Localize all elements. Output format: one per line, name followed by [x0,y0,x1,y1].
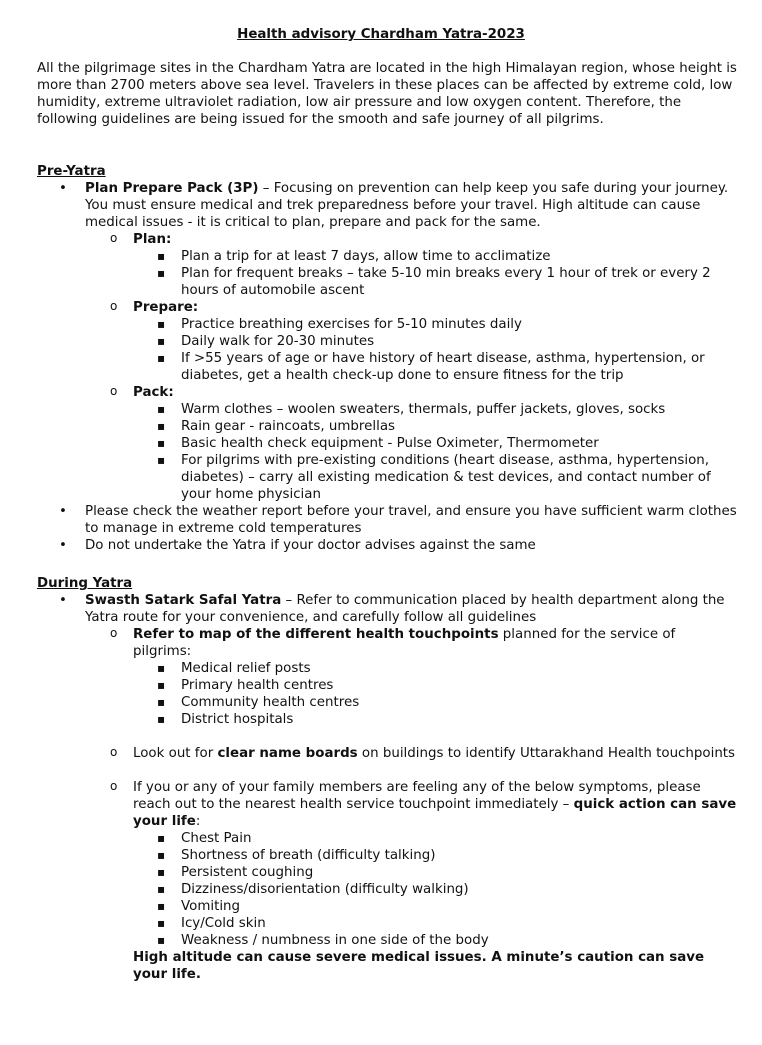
during-yatra-heading: During Yatra [37,576,133,591]
symptoms-list [133,830,737,949]
list-item: ▪ Medical relief posts [133,660,737,677]
swasth-label: Swasth Satark Safal Yatra [85,593,282,608]
touchpoint-list [133,660,737,728]
swasth-sublist [85,626,737,983]
list-item: ▪ For pilgrims with pre-existing conditions (heart disease, asthma, hypertension, diabetes) – carry all existing medication & test devices, and contact number of your home physician [133,452,737,503]
pack-label: Pack: [133,385,174,400]
list-item: ▪ If >55 years of age or have history of heart disease, asthma, hypertension, or diabetes, get a health check-up done to ensure fitness for the trip [133,350,737,384]
list-item: ▪ Icy/Cold skin [133,915,737,932]
list-item [37,592,737,983]
list-item: ▪ Primary health centres [133,677,737,694]
plan-item [85,231,737,299]
ppp-label: Plan Prepare Pack (3P) [85,181,259,196]
list-item: ▪ Shortness of breath (difficulty talking) [133,847,737,864]
warning-text: High altitude can cause severe medical issues. A minute’s caution can save your life. [133,950,705,982]
symptoms-label: quick action can save your life [133,797,737,829]
boards-label: clear name boards [217,746,358,761]
list-item: ▪ Chest Pain [133,830,737,847]
ppp-text: – Focusing on prevention can help keep you safe during your journey. You must ensure medical and trek preparedness before your travel. High altitude can cause medical issues - it is critical to plan, prepare and pack for the same. [85,181,729,230]
prepare-list [133,316,737,384]
list-item: ▪ Weakness / numbness in one side of the body [133,932,737,949]
pack-list [133,401,737,503]
map-label: Refer to map of the different health touchpoints [133,627,499,642]
list-item: ▪ District hospitals [133,711,737,728]
list-item: ▪ Vomiting [133,898,737,915]
list-item: ▪ Community health centres [133,694,737,711]
list-item: ▪ Plan for frequent breaks – take 5-10 min breaks every 1 hour of trek or every 2 hours of automobile ascent [133,265,737,299]
plan-label: Plan: [133,232,172,247]
list-item: ▪ Persistent coughing [133,864,737,881]
symptoms-post: : [195,814,201,829]
document-title: Health advisory Chardham Yatra-2023 [237,27,525,42]
intro-paragraph: All the pilgrimage sites in the Chardham Yatra are located in the high Himalayan region, whose height is more than 2700 meters above sea level. Travelers in these places can be affected by extreme cold, low humidity, extreme ultraviolet radiation, low air pressure and low oxygen content. Therefore, the following guidelines are being issued for the smooth and safe journey of all pilgrims. [37,61,737,127]
weather-item: • Please check the weather report before your travel, and ensure you have sufficient warm clothes to manage in extreme cold temperatures [37,503,737,537]
symptoms-item [85,779,737,983]
ppp-sublist [85,231,737,503]
plan-list [133,248,737,299]
boards-post: on buildings to identify Uttarakhand Health touchpoints [357,746,736,761]
list-item: ▪ Basic health check equipment - Pulse Oximeter, Thermometer [133,435,737,452]
symptoms-pre: If you or any of your family members are feeling any of the below symptoms, please reach out to the nearest health service touchpoint immediately – [133,780,701,812]
list-item [37,180,737,503]
map-text: planned for the service of pilgrims: [133,627,676,659]
boards-pre: Look out for [133,746,218,761]
list-item: ▪ Practice breathing exercises for 5-10 minutes daily [133,316,737,333]
doctor-item: • Do not undertake the Yatra if your doctor advises against the same [37,537,737,554]
during-yatra-list [37,592,737,983]
list-item: ▪ Dizziness/disorientation (difficulty walking) [133,881,737,898]
prepare-item [85,299,737,384]
map-item [85,626,737,728]
list-item: ▪ Warm clothes – woolen sweaters, thermals, puffer jackets, gloves, socks [133,401,737,418]
swasth-text: – Refer to communication placed by health department along the Yatra route for your convenience, and carefully follow all guidelines [85,593,725,625]
list-item: ▪ Daily walk for 20-30 minutes [133,333,737,350]
pre-yatra-list [37,180,737,554]
list-item: ▪ Rain gear - raincoats, umbrellas [133,418,737,435]
pre-yatra-heading: Pre-Yatra [37,164,106,179]
boards-item [85,745,737,762]
prepare-label: Prepare: [133,300,199,315]
list-item: ▪ Plan a trip for at least 7 days, allow time to acclimatize [133,248,737,265]
pack-item [85,384,737,503]
